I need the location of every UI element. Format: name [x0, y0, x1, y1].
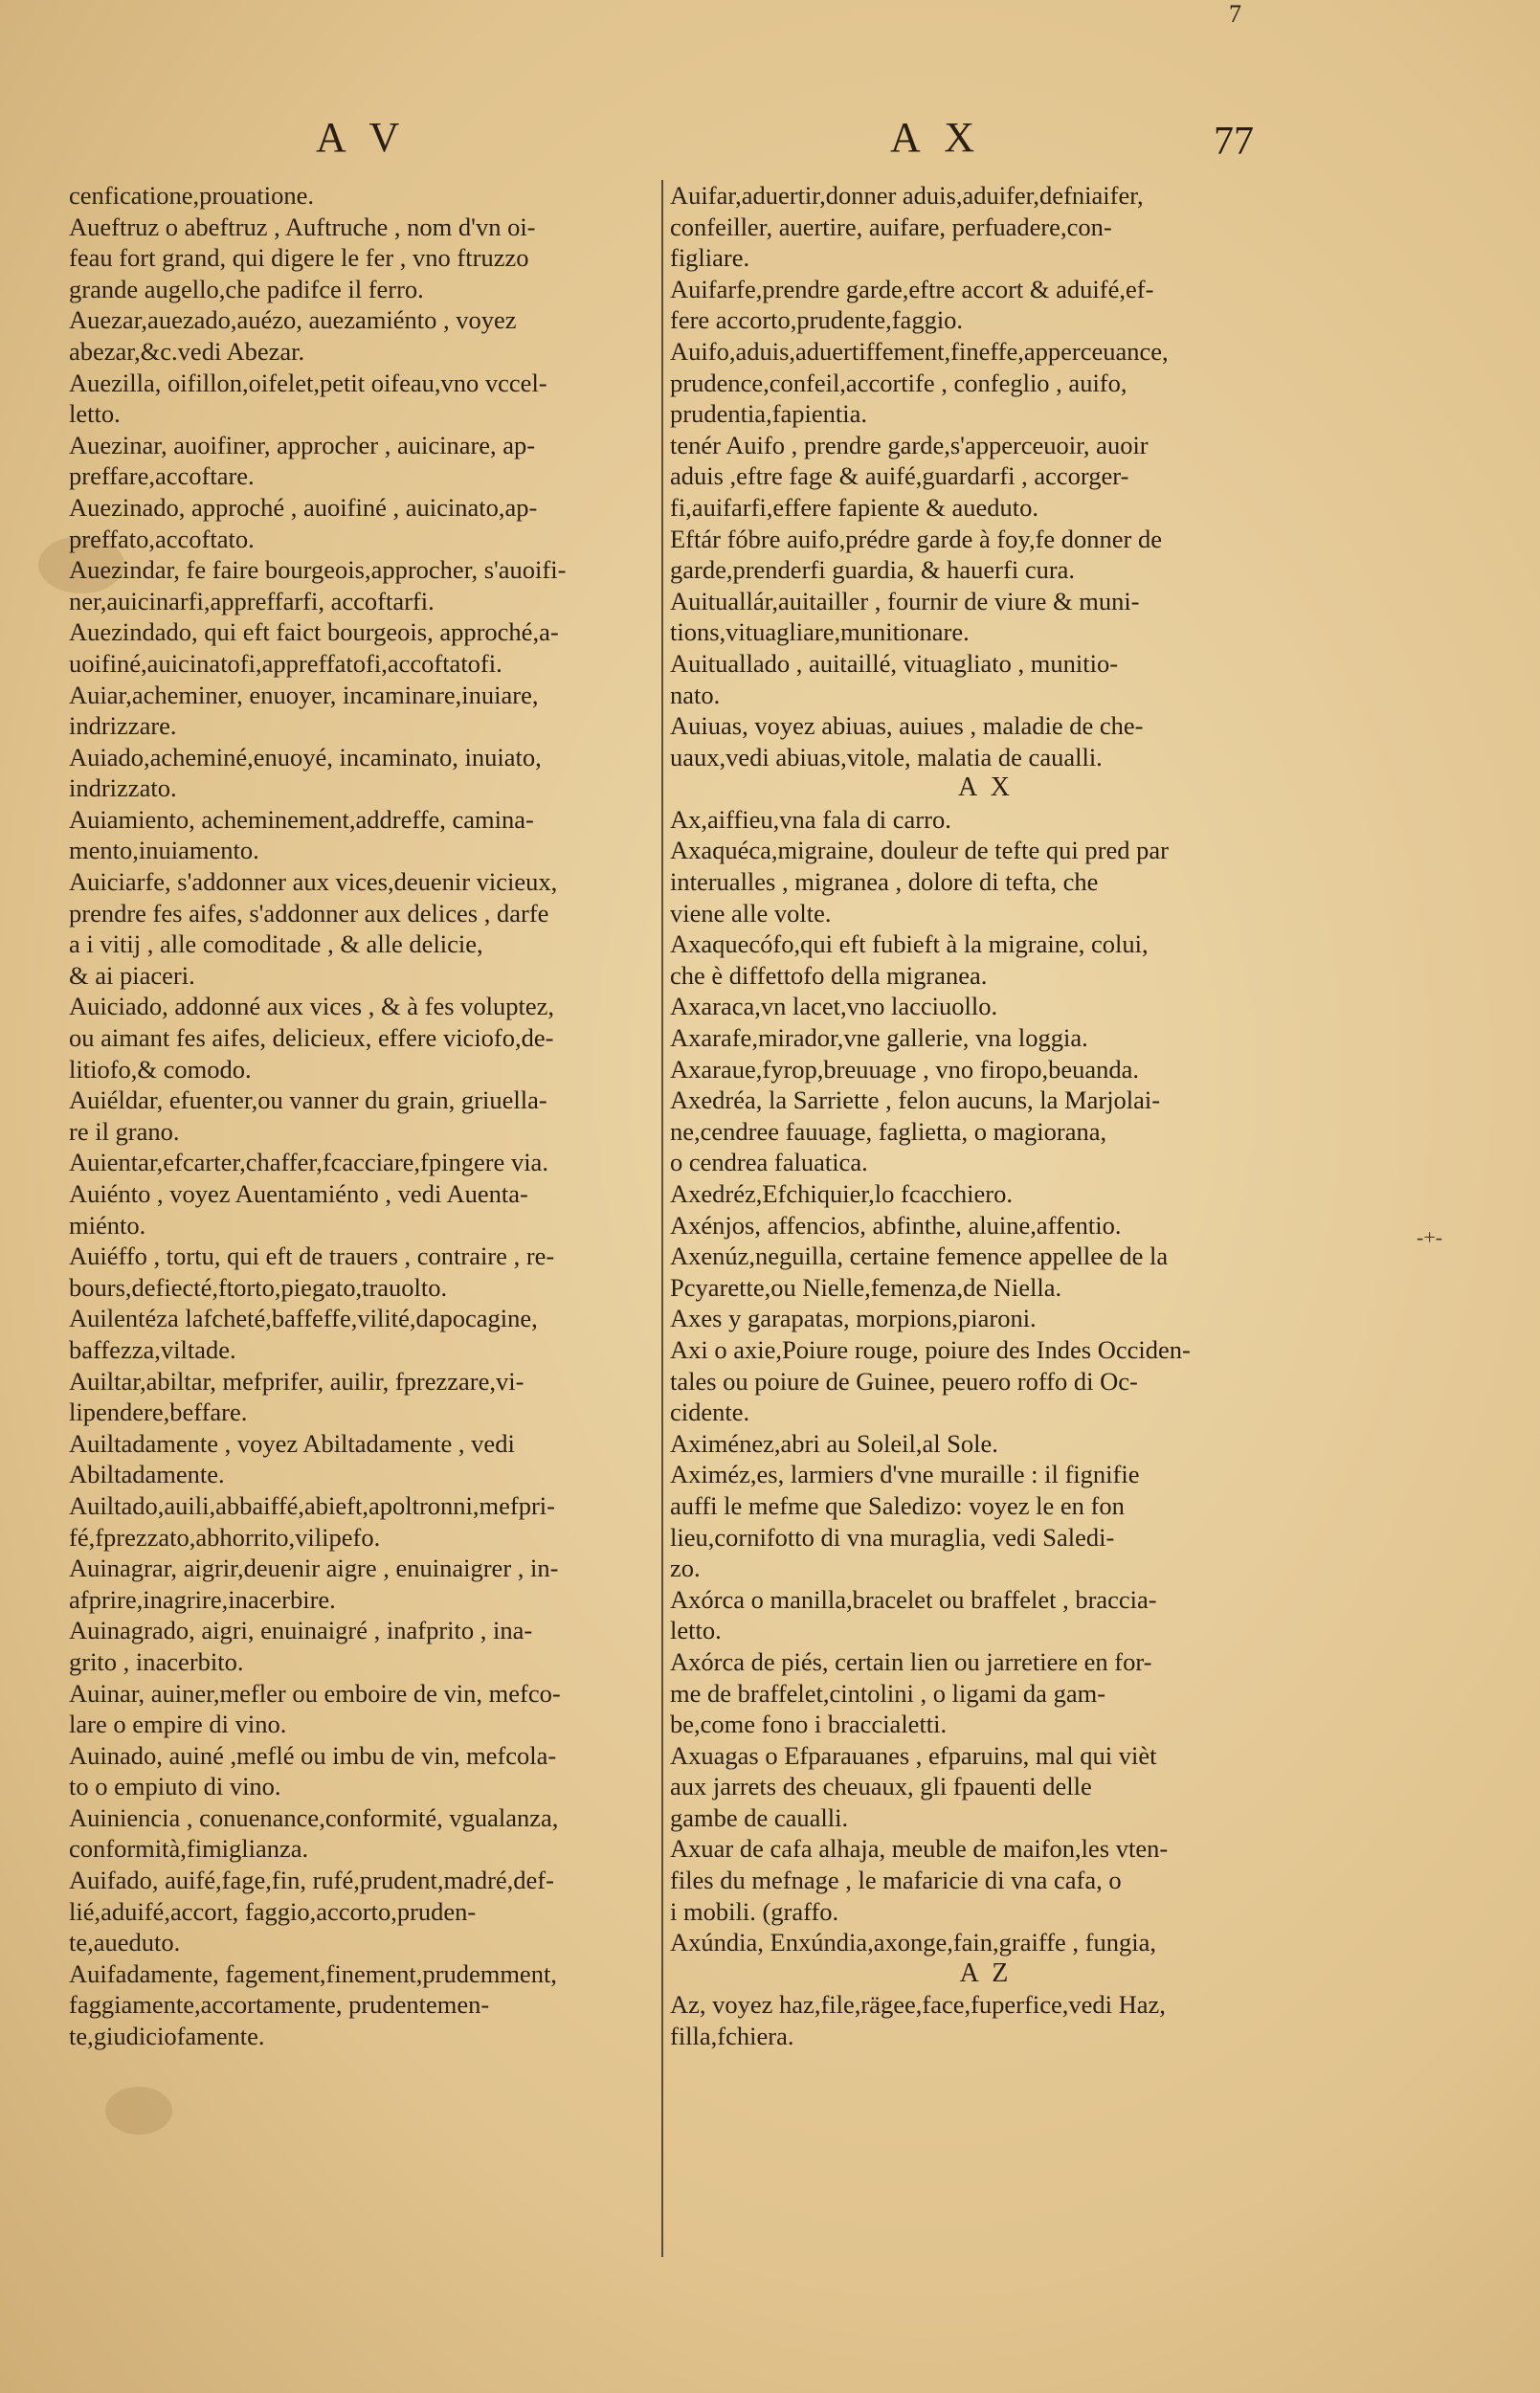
dictionary-line: preffato,accoftato. — [69, 524, 255, 553]
dictionary-line: files du mefnage , le mafaricie di vna cafa, o — [670, 1866, 1122, 1895]
dictionary-line: conformità,fimiglianza. — [69, 1834, 309, 1864]
dictionary-line: grande augello,che padifce il ferro. — [69, 274, 424, 303]
dictionary-line: Auifo,aduis,aduertiffement,fineffe,apperceuance, — [670, 336, 1169, 366]
dictionary-line: Auezindado, qui eft faict bourgeois, approché,a- — [69, 617, 559, 647]
dictionary-line: gambe de caualli. — [670, 1802, 849, 1832]
dictionary-line: Az, voyez haz,file,rägee,face,fuperfice,vedi Haz, — [670, 1990, 1166, 2020]
dictionary-line: nato. — [670, 680, 721, 709]
dictionary-line: prudence,confeil,accortife , confeglio , auifo, — [670, 368, 1127, 397]
dictionary-line: viene alle volte. — [670, 898, 832, 928]
dictionary-line: miénto. — [69, 1210, 146, 1240]
dictionary-line: Auifar,aduertir,donner aduis,aduifer,defniaifer, — [670, 181, 1144, 210]
dictionary-line: Auiltado,auili,abbaiffé,abieft,apoltronni,mefpri- — [69, 1490, 555, 1520]
dictionary-line: Auezilla, oifillon,oifelet,petit oifeau,vno vccel- — [69, 368, 547, 397]
dictionary-line: Axes y garapatas, morpions,piaroni. — [670, 1304, 1037, 1333]
dictionary-line: tions,vituagliare,munitionare. — [670, 617, 970, 647]
dictionary-line: Pcyarette,ou Nielle,femenza,de Niella. — [670, 1272, 1062, 1302]
dictionary-line: lieu,cornifotto di vna muraglia, vedi Saledi- — [670, 1522, 1115, 1552]
dictionary-line: Axúndia, Enxúndia,axonge,fain,graiffe , fungia, — [670, 1928, 1157, 1957]
dictionary-line: Auiar,acheminer, enuoyer, incaminare,inuiare, — [69, 680, 539, 709]
dictionary-line: Auiuas, voyez abiuas, auiues , maladie de che- — [670, 711, 1144, 741]
dictionary-line: Auiénto , voyez Auentamiénto , vedi Auenta- — [69, 1179, 528, 1208]
dictionary-line: zo. — [670, 1554, 701, 1583]
dictionary-line: Axaraue,fyrop,breuuage , vno firopo,beuanda. — [670, 1054, 1140, 1084]
dictionary-line: Auezindar, fe faire bourgeois,approcher, s'auoifi- — [69, 555, 567, 585]
dictionary-line: Axaraca,vn lacet,vno lacciuollo. — [670, 992, 998, 1021]
dictionary-line: Auituallár,auitailler , fournir de viure & muni- — [670, 586, 1140, 615]
dictionary-line: prendre fes aifes, s'addonner aux delices , darfe — [69, 898, 549, 928]
dictionary-line: feau fort grand, qui digere le fer , vno ftruzzo — [69, 243, 529, 273]
dictionary-line: Auiciarfe, s'addonner aux vices,deuenir vicieux, — [69, 867, 558, 897]
dictionary-line: mento,inuiamento. — [69, 836, 259, 865]
dictionary-line: te,aueduto. — [69, 1928, 181, 1957]
dictionary-line: indrizzare. — [69, 711, 177, 741]
dictionary-line: Aximéz,es, larmiers d'vne muraille : il fignifie — [670, 1460, 1140, 1489]
dictionary-line: lare o empire di vino. — [69, 1710, 287, 1739]
dictionary-line: Auituallado , auitaillé, vituagliato , munitio- — [670, 648, 1119, 678]
dictionary-line: Axénjos, affencios, abfinthe, aluine,affentio. — [670, 1210, 1122, 1240]
dictionary-line: che è diffettofo della migranea. — [670, 960, 988, 990]
dictionary-line: Auezar,auezado,auézo, auezamiénto , voyez — [69, 305, 517, 335]
dictionary-line: Eftár fóbre auifo,prédre garde à foy,fe donner de — [670, 524, 1163, 553]
dictionary-line: Axuar de cafa alhaja, meuble de maifon,les vten- — [670, 1834, 1169, 1864]
dictionary-line: te,giudiciofamente. — [69, 2022, 265, 2051]
dictionary-line: Auiamiento, acheminement,addreffe, camina- — [69, 804, 534, 834]
dictionary-line: aux jarrets des cheuaux, gli fpauenti delle — [670, 1772, 1092, 1801]
dictionary-line: cidente. — [670, 1398, 750, 1427]
dictionary-line: Auinado, auiné ,meflé ou imbu de vin, mefcola- — [69, 1740, 557, 1770]
right-column — [670, 180, 1302, 2228]
dictionary-line: tenér Auifo , prendre garde,s'apperceuoir, auoir — [670, 430, 1149, 459]
dictionary-line: fere accorto,prudente,faggio. — [670, 305, 964, 335]
dictionary-line: Auiado,acheminé,enuoyé, incaminato, inuiato, — [69, 742, 542, 772]
dictionary-line: Axaquéca,migraine, douleur de tefte qui pred par — [670, 836, 1169, 865]
dictionary-line: aduis ,eftre fage & auifé,guardarfi , accorger- — [670, 461, 1129, 491]
page-number: 77 — [1214, 120, 1254, 164]
dictionary-line: bours,defiecté,ftorto,piegato,trauolto. — [69, 1272, 448, 1302]
dictionary-line: A Z — [959, 1957, 1013, 1988]
dictionary-line: Axuagas o Efparauanes , efparuins, mal qui vièt — [670, 1740, 1157, 1770]
dictionary-line: ner,auicinarfi,appreffarfi, accoftarfi. — [69, 586, 435, 615]
dictionary-line: Auinagrar, aigrir,deuenir aigre , enuinaigrer , in- — [69, 1554, 559, 1583]
dictionary-line: afprire,inagrire,inacerbire. — [69, 1584, 336, 1614]
dictionary-line: baffezza,viltade. — [69, 1334, 236, 1364]
dictionary-line: figliare. — [670, 243, 750, 273]
dictionary-line: ne,cendree fauuage, faglietta, o magiorana, — [670, 1116, 1107, 1146]
dictionary-line: Aximénez,abri au Soleil,al Sole. — [670, 1428, 998, 1458]
running-head-right: A X — [890, 114, 983, 161]
dictionary-line: Axi o axie,Poiure rouge, poiure des Indes Occiden- — [670, 1334, 1191, 1364]
dictionary-line: garde,prenderfi guardia, & hauerfi cura. — [670, 555, 1076, 585]
dictionary-line: preffare,accoftare. — [69, 461, 255, 491]
dictionary-line: a i vitij , alle comoditade , & alle delicie, — [69, 929, 483, 959]
dictionary-line: re il grano. — [69, 1116, 180, 1146]
dictionary-line: Abiltadamente. — [69, 1460, 225, 1489]
dictionary-line: Axarafe,mirador,vne gallerie, vna loggia. — [670, 1023, 1088, 1053]
running-head-left: A V — [316, 114, 408, 161]
dictionary-line: Axórca o manilla,bracelet ou braffelet , braccia- — [670, 1584, 1157, 1614]
dictionary-line: letto. — [670, 1616, 722, 1645]
dictionary-line: tales ou poiure de Guinee, peuero roffo di Oc- — [670, 1366, 1138, 1396]
left-column — [69, 180, 660, 2228]
dictionary-line: Axedréa, la Sarriette , felon aucuns, la Marjolai- — [670, 1085, 1161, 1115]
dictionary-line: Auifadamente, fagement,finement,prudemment, — [69, 1958, 557, 1988]
dictionary-line: i mobili. (graffo. — [670, 1896, 839, 1926]
dictionary-line: faggiamente,accortamente, prudentemen- — [69, 1990, 490, 2020]
dictionary-line: fi,auifarfi,effere fapiente & aueduto. — [670, 492, 1039, 522]
column-divider — [661, 180, 663, 2257]
dictionary-line: Axedréz,Efchiquier,lo fcacchiero. — [670, 1179, 1013, 1208]
dictionary-line: confeiller, auertire, auifare, perfuadere,con- — [670, 212, 1112, 241]
dictionary-line: uaux,vedi abiuas,vitole, malatia de caualli. — [670, 742, 1103, 772]
dictionary-line: Auiltadamente , voyez Abiltadamente , vedi — [69, 1428, 515, 1458]
dictionary-line: grito , inacerbito. — [69, 1646, 244, 1676]
dictionary-line: Axaquecófo,qui eft fubieft à la migraine, colui, — [670, 929, 1149, 959]
dictionary-line: litiofo,& comodo. — [69, 1054, 252, 1084]
dictionary-line: Auiéldar, efuenter,ou vanner du grain, griuella- — [69, 1085, 547, 1115]
dictionary-line: uoifiné,auicinatofi,appreffatofi,accoftatofi. — [69, 648, 502, 678]
dictionary-line: lié,aduifé,accort, faggio,accorto,pruden- — [69, 1896, 477, 1926]
dictionary-line: filla,fchiera. — [670, 2022, 794, 2051]
dictionary-line: to o empiuto di vino. — [69, 1772, 281, 1801]
dictionary-line: Auezinar, auoifiner, approcher , auicinare, ap- — [69, 430, 536, 459]
dictionary-line: be,come fono i braccialetti. — [670, 1710, 948, 1739]
dictionary-line: indrizzato. — [69, 773, 177, 803]
dictionary-line: Axenúz,neguilla, certaine femence appellee de la — [670, 1241, 1169, 1271]
dictionary-line: Auifado, auifé,fage,fin, rufé,prudent,madré,def- — [69, 1866, 554, 1895]
dictionary-line: fé,fprezzato,abhorrito,vilipefo. — [69, 1522, 381, 1552]
dictionary-line: letto. — [69, 399, 121, 429]
dictionary-line: o cendrea faluatica. — [670, 1148, 868, 1177]
dictionary-line: Auiniencia , conuenance,conformité, vgualanza, — [69, 1802, 559, 1832]
dictionary-line: cenficatione,prouatione. — [69, 181, 315, 210]
dictionary-line: interualles , migranea , dolore di tefta, che — [670, 867, 1099, 897]
dictionary-line: Ax,aiffieu,vna fala di carro. — [670, 804, 951, 834]
dictionary-line: Auilentéza lafcheté,baffeffe,vilité,dapocagine, — [69, 1304, 538, 1333]
dictionary-line: & ai piaceri. — [69, 960, 195, 990]
top-mark: 7 — [1229, 0, 1241, 28]
dictionary-line: Auinagrado, aigri, enuinaigré , inafprito , ina- — [69, 1616, 533, 1645]
dictionary-line: Auiciado, addonné aux vices , & à fes voluptez, — [69, 992, 555, 1021]
dictionary-line: abezar,&c.vedi Abezar. — [69, 336, 305, 366]
dictionary-line: Auinar, auiner,mefler ou emboire de vin, mefco- — [69, 1678, 561, 1708]
dictionary-line: Auezinado, approché , auoifiné , auicinato,ap- — [69, 492, 538, 522]
dictionary-line: A X — [958, 772, 1014, 803]
dictionary-line: lipendere,beffare. — [69, 1398, 248, 1427]
dictionary-line: Auiltar,abiltar, mefprifer, auilir, fprezzare,vi- — [69, 1366, 524, 1396]
dictionary-line: Auifarfe,prendre garde,eftre accort & aduifé,ef- — [670, 274, 1154, 303]
dictionary-line: Auientar,efcarter,chaffer,fcacciare,fpingere via. — [69, 1148, 548, 1177]
dictionary-line: ou aimant fes aifes, delicieux, effere viciofo,de- — [69, 1023, 554, 1053]
dictionary-line: Auiéffo , tortu, qui eft de trauers , contraire , re- — [69, 1241, 555, 1271]
dictionary-line: Aueftruz o abeftruz , Auftruche , nom d'vn oi- — [69, 212, 536, 241]
dictionary-line: Axórca de piés, certain lien ou jarretiere en for- — [670, 1646, 1152, 1676]
margin-mark: -+- — [1417, 1225, 1443, 1249]
dictionary-line: me de braffelet,cintolini , o ligami da gam- — [670, 1678, 1106, 1708]
dictionary-line: auffi le mefme que Saledizo: voyez le en fon — [670, 1490, 1125, 1520]
dictionary-line: prudentia,fapientia. — [670, 399, 868, 429]
